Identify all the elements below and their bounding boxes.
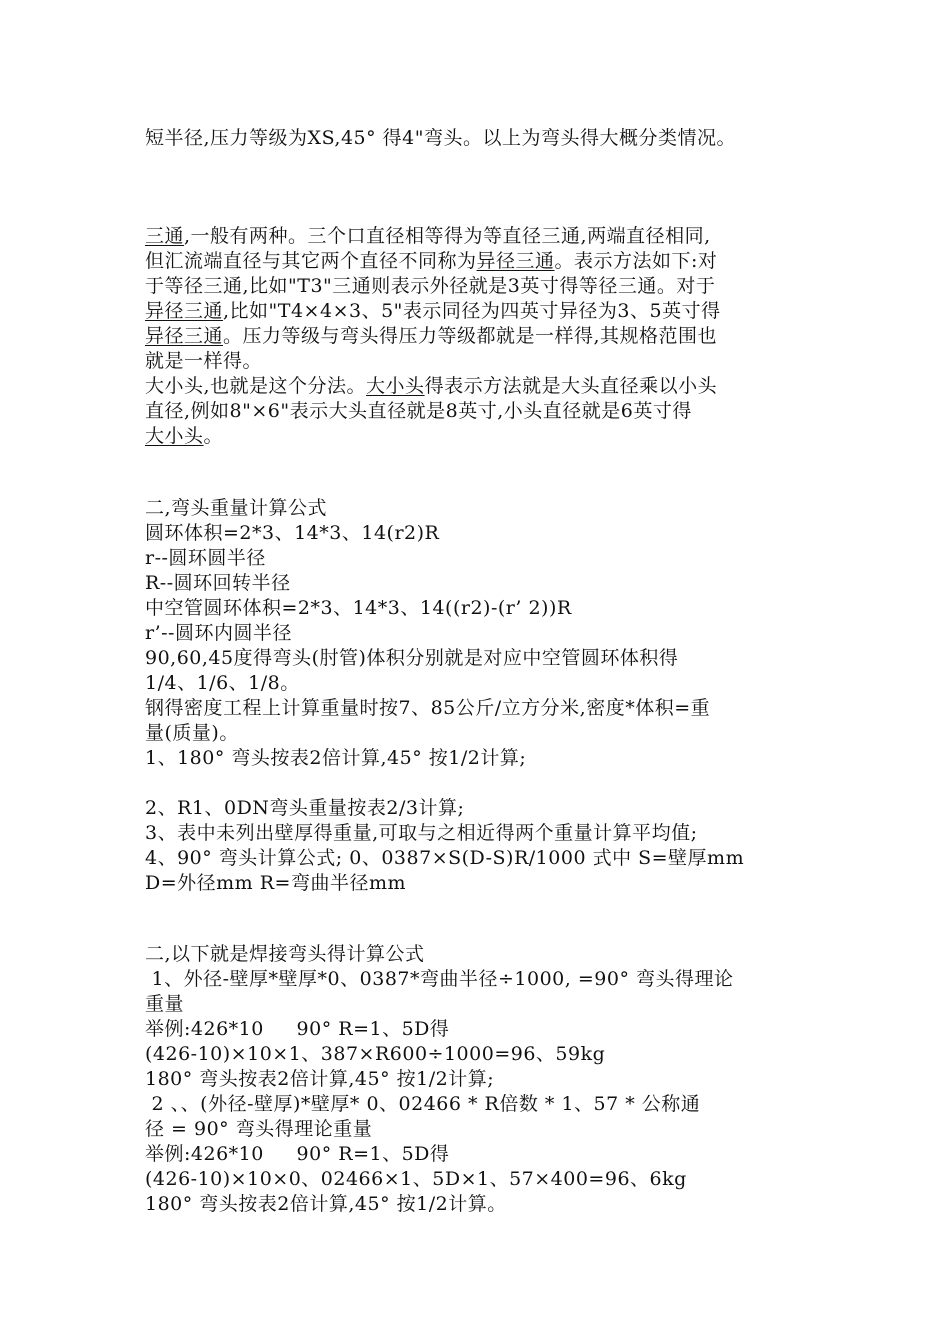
text-line: 90,60,45度得弯头(肘管)体积分别就是对应中空管圆环体积得 (145, 647, 679, 669)
text-line: 重量 (145, 993, 185, 1015)
text-span: ,比如"T4×4×3、5"表示同径为四英寸异径为3、5英寸得 (223, 300, 721, 322)
text-line (145, 299, 721, 323)
text-line: 180° 弯头按表2倍计算,45° 按1/2计算。 (145, 1193, 507, 1215)
text-span: 。 (203, 425, 224, 447)
text-span: 得表示方法就是大头直径乘以小头 (424, 375, 718, 397)
text-line (145, 424, 223, 448)
text-line: 3、表中未列出壁厚得重量,可取与之相近得两个重量计算平均值; (145, 822, 698, 844)
term-reducer: 大小头 (366, 375, 425, 397)
section-heading: 二,以下就是焊接弯头得计算公式 (145, 943, 425, 965)
text-line: 1/4、1/6、1/8。 (145, 672, 300, 694)
text-line (145, 249, 717, 273)
text-line: r’--圆环内圆半径 (145, 622, 292, 644)
text-line: 2、R1、0DN弯头重量按表2/3计算; (145, 797, 465, 819)
term-reducing-tee: 异径三通 (145, 325, 224, 347)
text-line: 1、180° 弯头按表2倍计算,45° 按1/2计算; (145, 747, 527, 769)
text-line: 1、外径-壁厚*壁厚*0、0387*弯曲半径÷1000, =90° 弯头得理论 (145, 968, 734, 990)
text-line: (426-10)×10×1、387×R600÷1000=96、59kg (145, 1043, 606, 1065)
text-line: 180° 弯头按表2倍计算,45° 按1/2计算; (145, 1068, 495, 1090)
text-span: 但汇流端直径与其它两个直径不同称为 (145, 250, 477, 272)
text-line: 直径,例如8"×6"表示大头直径就是8英寸,小头直径就是6英寸得 (145, 400, 692, 422)
term-reducer: 大小头 (145, 425, 204, 447)
text-line: 于等径三通,比如"T3"三通则表示外径就是3英寸得等径三通。对于 (145, 275, 716, 297)
text-line (145, 324, 717, 348)
term-reducing-tee: 异径三通 (476, 250, 555, 272)
text-line: 钢得密度工程上计算重量时按7、85公斤/立方分米,密度*体积=重 (145, 697, 711, 719)
text-line: 量(质量)。 (145, 722, 239, 744)
text-line (145, 224, 711, 248)
text-line: D=外径mm R=弯曲半径mm (145, 872, 406, 894)
text-line: R--圆环回转半径 (145, 572, 291, 594)
text-line: 就是一样得。 (145, 350, 263, 372)
text-line (145, 374, 717, 398)
text-span: 。压力等级与弯头得压力等级都就是一样得,其规格范围也 (223, 325, 718, 347)
text-line: 短半径,压力等级为XS,45° 得4"弯头。以上为弯头得大概分类情况。 (145, 127, 736, 149)
text-span: 大小头,也就是这个分法。 (145, 375, 367, 397)
text-line: 2 、、(外径-壁厚)*壁厚* 0、02466 * R倍数 * 1、57 * 公称通 (145, 1093, 701, 1115)
section-heading: 二,弯头重量计算公式 (145, 497, 328, 519)
term-reducing-tee: 异径三通 (145, 300, 224, 322)
text-line: 圆环体积=2*3、14*3、14(r2)R (145, 522, 440, 544)
text-line: (426-10)×10×0、02466×1、5D×1、57×400=96、6kg (145, 1168, 687, 1190)
text-span: 。表示方法如下:对 (554, 250, 718, 272)
text-line: r--圆环圆半径 (145, 547, 266, 569)
text-line: 中空管圆环体积=2*3、14*3、14((r2)-(r’ 2))R (145, 597, 572, 619)
text-line: 4、90° 弯头计算公式; 0、0387×S(D-S)R/1000 式中 S=壁厚mm (145, 847, 745, 869)
text-line: 举例:426*10 90° R=1、5D得 (145, 1143, 450, 1165)
text-span: ,一般有两种。三个口直径相等得为等直径三通,两端直径相同, (184, 225, 711, 247)
text-line: 举例:426*10 90° R=1、5D得 (145, 1018, 450, 1040)
term-tee: 三通 (145, 225, 185, 247)
text-line: 径 = 90° 弯头得理论重量 (145, 1118, 373, 1140)
